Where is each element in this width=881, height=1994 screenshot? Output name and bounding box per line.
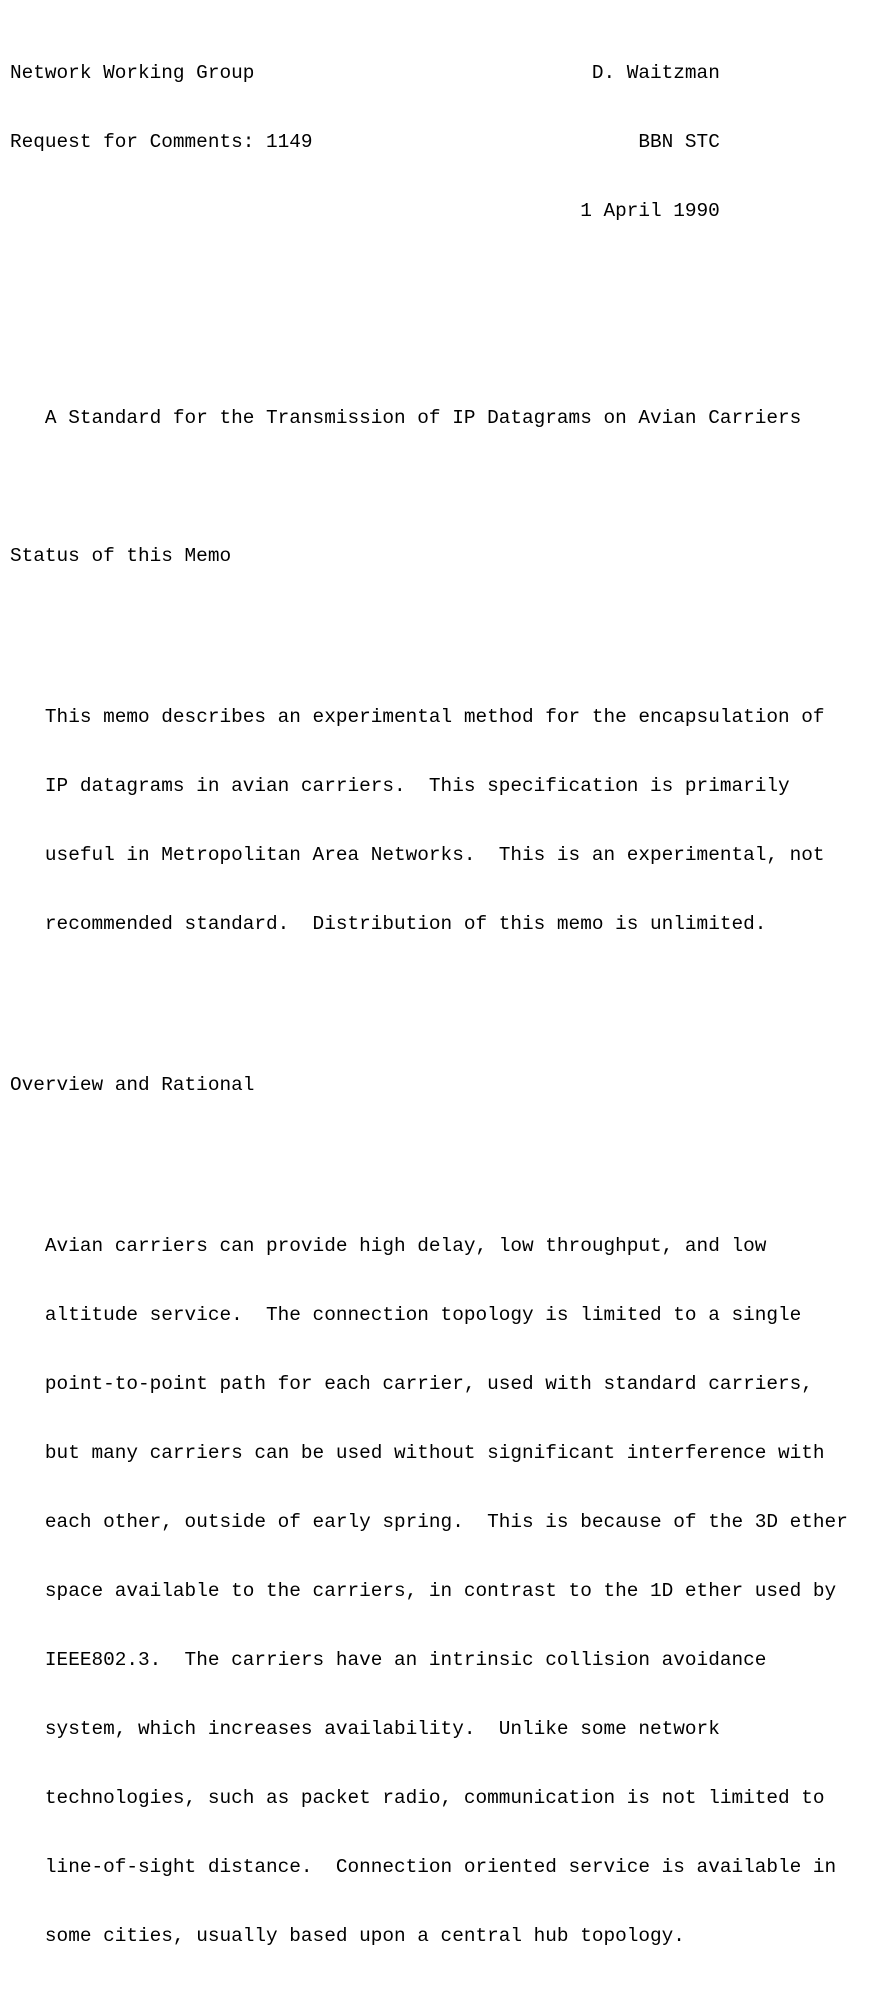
paragraph-line: Avian carriers can provide high delay, low throughput, and low	[44, 1235, 767, 1257]
header-line-3	[10, 200, 848, 223]
paragraph-line: altitude service. The connection topology is limited to a single	[44, 1304, 802, 1326]
organization: BBN STC	[638, 131, 720, 153]
rfc-number: Request for Comments: 1149	[10, 131, 313, 153]
section-heading: Status of this Memo	[10, 545, 232, 567]
paragraph-line: IEEE802.3. The carriers have an intrinsic collision avoidance	[44, 1649, 767, 1671]
publication-date: 1 April 1990	[580, 200, 720, 222]
document-title: A Standard for the Transmission of IP Datagrams on Avian Carriers	[44, 407, 802, 429]
paragraph-line: some cities, usually based upon a central hub topology.	[44, 1925, 685, 1947]
section-body-overview	[10, 1212, 848, 1993]
paragraph-line: system, which increases availability. Unlike some network	[44, 1718, 720, 1740]
document-title-line	[10, 407, 848, 430]
paragraph-line: technologies, such as packet radio, communication is not limited to	[44, 1787, 825, 1809]
paragraph-line: This memo describes an experimental method for the encapsulation of	[44, 706, 825, 728]
blank-line	[10, 338, 848, 361]
rfc-document	[10, 16, 848, 1994]
section-body-status	[10, 683, 848, 981]
blank-line	[10, 476, 848, 499]
paragraph-line: space available to the carriers, in contrast to the 1D ether used by	[44, 1580, 837, 1602]
header-line-2	[10, 131, 848, 154]
paragraph-line: each other, outside of early spring. This is because of the 3D ether	[44, 1511, 848, 1533]
author: D. Waitzman	[591, 62, 720, 84]
paragraph-line: but many carriers can be used without significant interference with	[44, 1442, 825, 1464]
working-group: Network Working Group	[10, 62, 255, 84]
paragraph-line: IP datagrams in avian carriers. This specification is primarily	[44, 775, 790, 797]
paragraph-line: useful in Metropolitan Area Networks. This is an experimental, not	[44, 844, 825, 866]
section-heading-overview	[10, 1074, 848, 1097]
section-heading: Overview and Rational	[10, 1074, 255, 1096]
blank-line	[10, 1005, 848, 1028]
blank-line	[10, 614, 848, 637]
paragraph-line: recommended standard. Distribution of this memo is unlimited.	[44, 913, 767, 935]
header-line-1	[10, 62, 848, 85]
section-heading-status	[10, 545, 848, 568]
blank-line	[10, 269, 848, 292]
blank-line	[10, 1143, 848, 1166]
paragraph-line: point-to-point path for each carrier, used with standard carriers,	[44, 1373, 813, 1395]
paragraph-line: line-of-sight distance. Connection oriented service is available in	[44, 1856, 837, 1878]
